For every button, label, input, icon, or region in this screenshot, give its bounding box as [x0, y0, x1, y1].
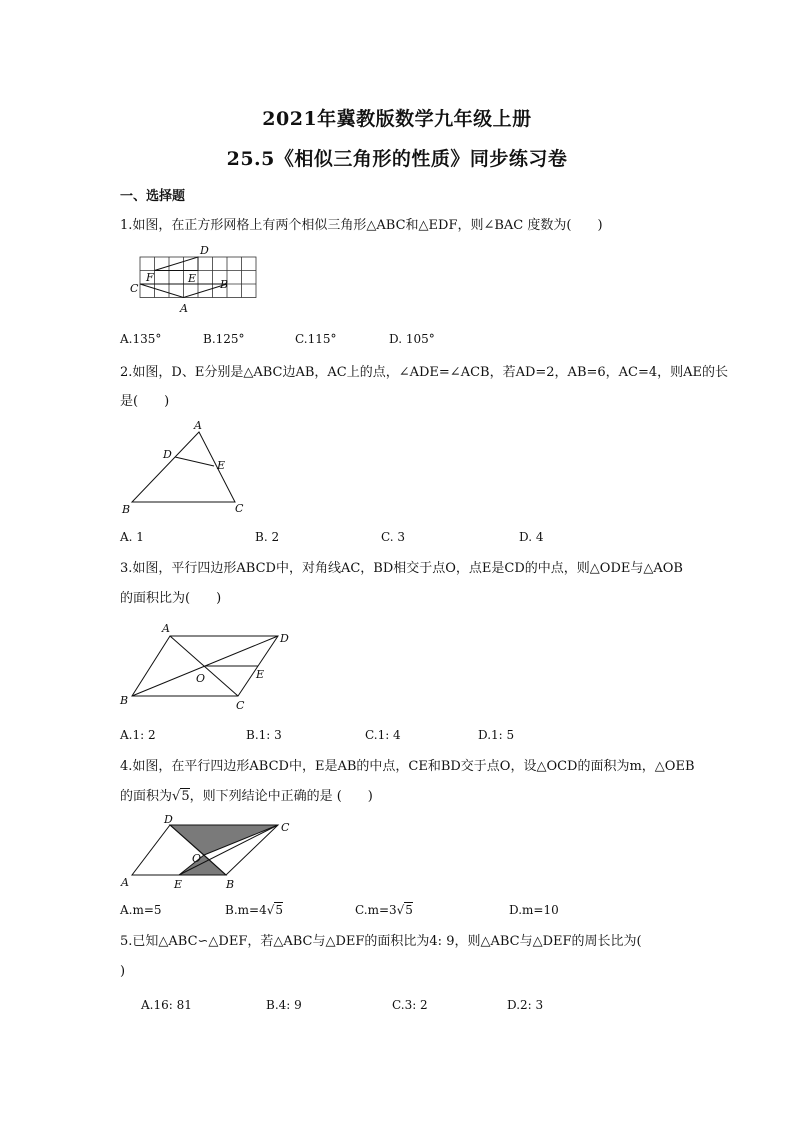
option-c: C.m=3√5: [355, 903, 413, 917]
label-B: B: [122, 503, 131, 516]
option-c: C.3: 2: [392, 998, 428, 1012]
option-c: C.1: 4: [365, 728, 401, 742]
sqrt-5: √5: [396, 903, 413, 917]
option-d: D. 105°: [389, 332, 435, 346]
sqrt-5: √5: [172, 789, 190, 804]
label-C: C: [235, 502, 244, 515]
option-d: D.m=10: [509, 903, 559, 917]
question-3-line2: 的面积比为( ): [120, 591, 222, 606]
option-a: A. 1: [120, 530, 144, 544]
option-b: B. 2: [255, 530, 280, 544]
question-3-line1: 3.如图，平行四边形ABCD中，对角线AC，BD相交于点O，点E是CD的中点，则△ODE与△AOB: [120, 561, 683, 576]
option-c: C.115°: [295, 332, 337, 346]
label-B: B: [226, 878, 235, 891]
option-a: A.1: 2: [120, 728, 156, 742]
option-b: B.4: 9: [266, 998, 302, 1012]
label-F: F: [146, 271, 154, 284]
question-5-line1: 5.已知△ABC∽△DEF，若△ABC与△DEF的面积比为4: 9，则△ABC与△DEF的周长比为(: [120, 934, 642, 949]
question-3-options: [0, 728, 794, 744]
option-a: A.16: 81: [141, 998, 192, 1012]
question-4-line2: [120, 790, 373, 804]
question-3-figure: [118, 620, 298, 714]
label-O: O: [192, 852, 202, 865]
question-4-line1: 4.如图，在平行四边形ABCD中，E是AB的中点，CE和BD交于点O，设△OCD的面积为m，△OEB: [120, 759, 695, 774]
question-4-figure: [118, 815, 298, 895]
option-b: B.m=4√5: [225, 903, 283, 917]
label-E: E: [256, 668, 265, 681]
question-5-options: [0, 998, 794, 1014]
question-1-options: [0, 332, 794, 348]
label-D: D: [164, 815, 173, 826]
label-B: B: [120, 694, 129, 707]
section-heading: 一、选择题: [120, 189, 186, 204]
document-title: 2021年冀教版数学九年级上册: [262, 108, 532, 130]
sqrt-5: √5: [266, 903, 283, 917]
label-D: D: [163, 448, 172, 461]
question-4-options: [0, 903, 794, 921]
label-B: B: [220, 278, 229, 291]
label-A: A: [194, 419, 202, 432]
label-A: A: [180, 302, 188, 315]
question-2-line2: 是( ): [120, 394, 170, 409]
question-2-figure: [118, 418, 253, 518]
line2-suffix: ，则下列结论中正确的是 ( ): [189, 789, 373, 804]
document-subtitle: 25.5《相似三角形的性质》同步练习卷: [226, 148, 568, 170]
label-E: E: [174, 878, 183, 891]
option-d: D.1: 5: [478, 728, 515, 742]
label-C: C: [281, 821, 290, 834]
label-A: A: [121, 876, 129, 889]
label-C: C: [130, 282, 139, 295]
label-E: E: [217, 459, 226, 472]
option-a: A.m=5: [120, 903, 162, 917]
option-b: B.1: 3: [246, 728, 282, 742]
option-a: A.135°: [120, 332, 162, 346]
option-b: B.125°: [203, 332, 245, 346]
line2-prefix: 的面积为: [120, 789, 173, 804]
question-2-options: [0, 530, 794, 546]
label-D: D: [200, 244, 209, 257]
question-1-figure: [128, 244, 258, 320]
question-2-line1: 2.如图，D、E分别是△ABC边AB，AC上的点，∠ADE=∠ACB，若AD=2，AB=6，AC=4，则AE的长: [120, 365, 729, 380]
option-c: C. 3: [381, 530, 406, 544]
label-E: E: [188, 272, 197, 285]
label-O: O: [196, 672, 206, 685]
label-C: C: [236, 699, 245, 712]
option-d: D.2: 3: [507, 998, 544, 1012]
label-A: A: [162, 622, 170, 635]
label-D: D: [280, 632, 289, 645]
question-5-line2: ): [120, 964, 126, 979]
option-d: D. 4: [519, 530, 544, 544]
question-1-text: 1.如图，在正方形网格上有两个相似三角形△ABC和△EDF，则∠BAC 度数为( ): [120, 218, 603, 233]
